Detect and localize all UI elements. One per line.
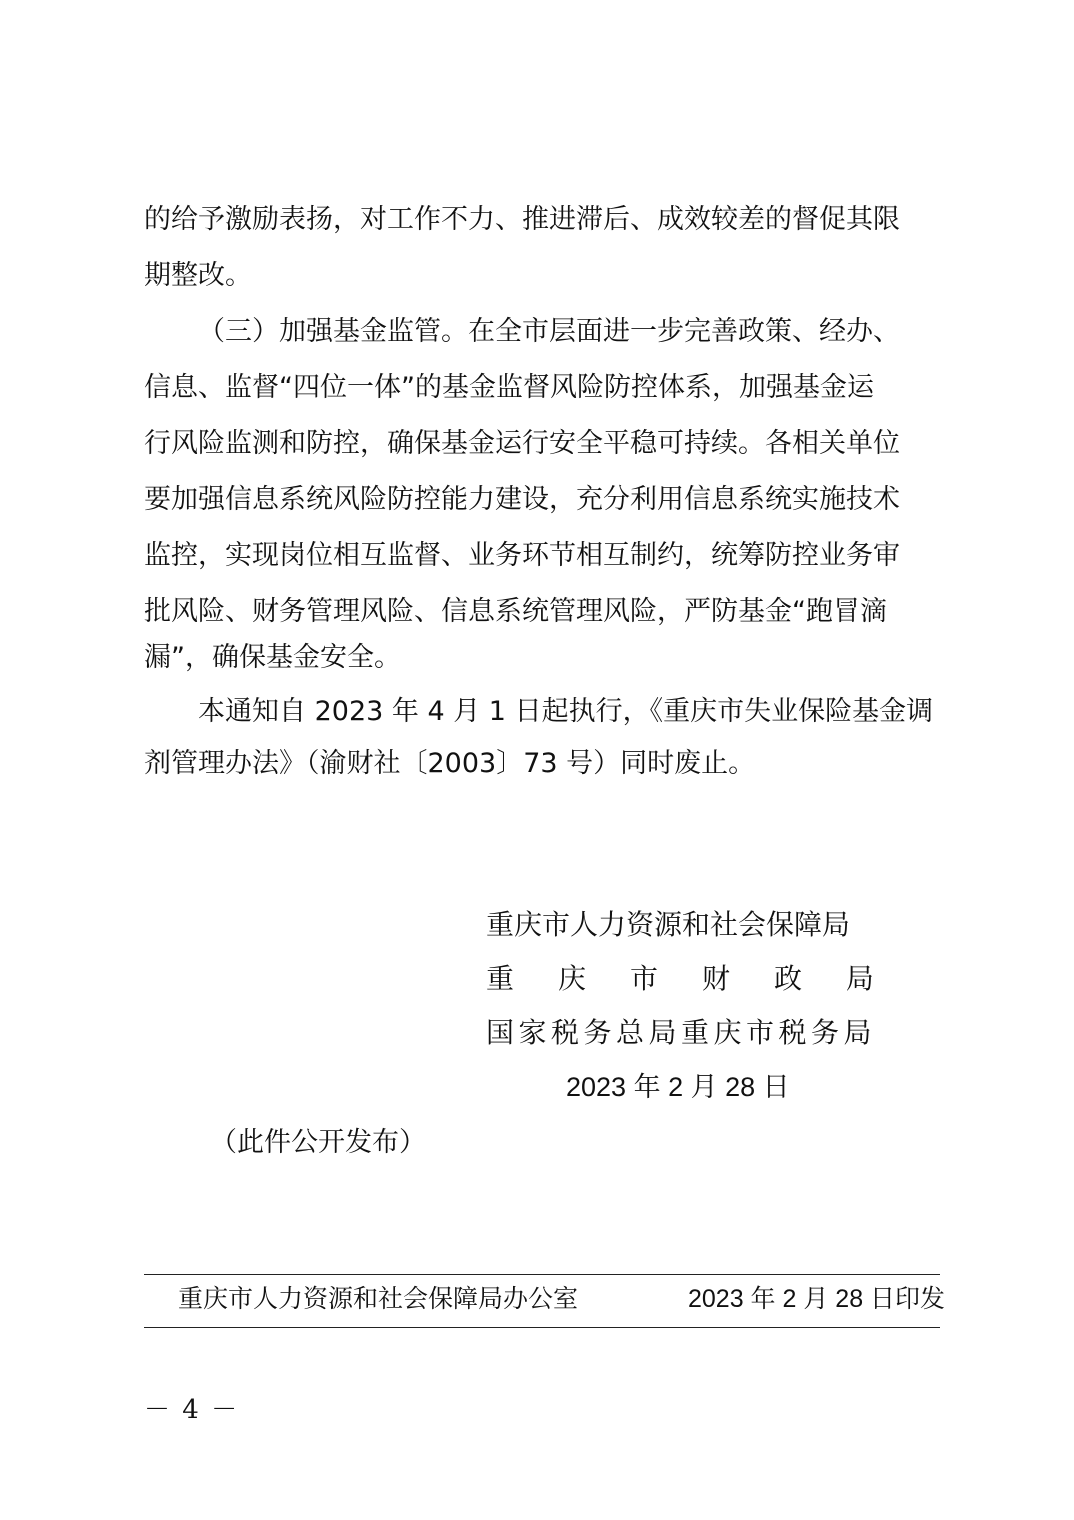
signature-org-tax bbox=[486, 1016, 877, 1050]
body-line: 批风险、财务管理风险、信息系统管理风险，严防基金“跑冒滴 bbox=[144, 596, 887, 627]
signature-date: 2023 年 2 月 28 日 bbox=[566, 1072, 790, 1102]
signature-org-tax-text: 国家税务总局重庆市税务局 bbox=[486, 1016, 877, 1049]
signature-char: 政 bbox=[773, 962, 802, 995]
signature-char: 重 bbox=[486, 962, 515, 995]
section-heading-line: （三）加强基金监管。在全市层面进一步完善政策、经办、 bbox=[198, 316, 900, 347]
signature-char: 财 bbox=[701, 962, 730, 995]
body-line: 剂管理办法》（渝财社〔2003〕73 号）同时废止。 bbox=[144, 748, 756, 779]
footer-issuer: 重庆市人力资源和社会保障局办公室 bbox=[178, 1284, 579, 1313]
signature-org-finance bbox=[486, 962, 874, 996]
body-line: 漏”，确保基金安全。 bbox=[144, 642, 401, 673]
footer-top-rule bbox=[144, 1274, 940, 1275]
body-line: 行风险监测和防控，确保基金运行安全平稳可持续。各相关单位 bbox=[144, 428, 900, 459]
footer-issue-date: 2023 年 2 月 28 日印发 bbox=[688, 1285, 946, 1313]
body-line: 监控，实现岗位相互监督、业务环节相互制约，统筹防控业务审 bbox=[144, 540, 900, 571]
signature-char: 庆 bbox=[557, 962, 586, 995]
effective-date-line: 本通知自 2023 年 4 月 1 日起执行，《重庆市失业保险基金调 bbox=[198, 696, 934, 727]
footer-bottom-rule bbox=[144, 1327, 940, 1328]
public-release-note: （此件公开发布） bbox=[210, 1127, 426, 1158]
signature-char: 局 bbox=[845, 962, 874, 995]
signature-char: 市 bbox=[629, 962, 658, 995]
body-line: 期整改。 bbox=[144, 260, 252, 291]
body-line: 的给予激励表扬，对工作不力、推进滞后、成效较差的督促其限 bbox=[144, 204, 900, 235]
page-number: － 4 － bbox=[144, 1395, 240, 1425]
body-line: 要加强信息系统风险防控能力建设，充分利用信息系统实施技术 bbox=[144, 484, 900, 515]
body-line: 信息、监督“四位一体”的基金监督风险防控体系，加强基金运 bbox=[144, 372, 874, 403]
signature-org-hrss: 重庆市人力资源和社会保障局 bbox=[486, 908, 851, 941]
